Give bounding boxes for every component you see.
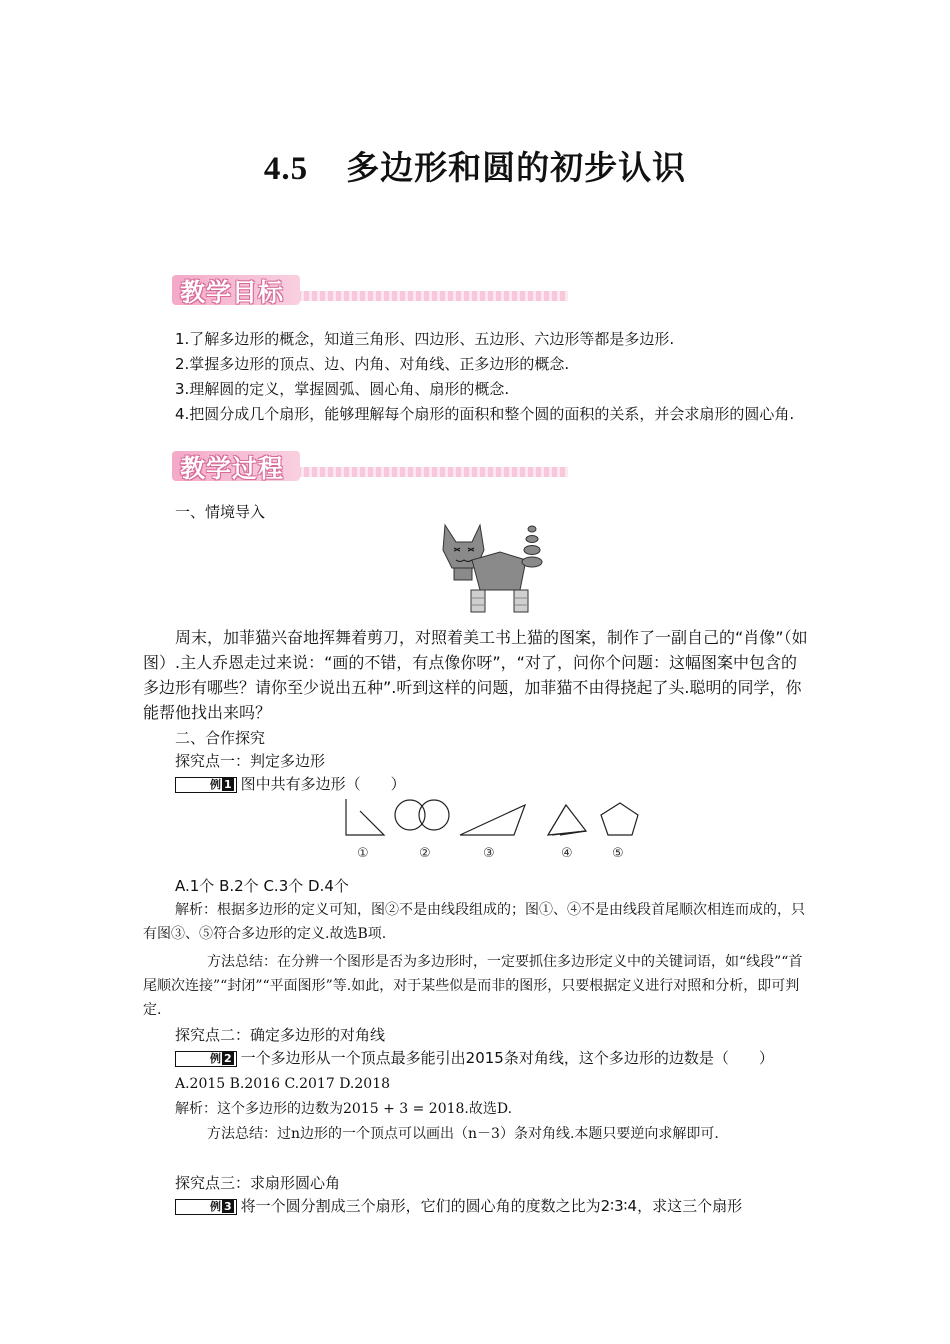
- example1-options: A.1个 B.2个 C.3个 D.4个: [175, 877, 349, 895]
- shape-label-5: ⑤: [612, 846, 624, 861]
- example3-question: [143, 1194, 811, 1218]
- example2-badge: 例 2: [175, 1051, 237, 1067]
- example1-question: [143, 772, 811, 796]
- point2-heading: 探究点二：确定多边形的对角线: [175, 1026, 386, 1044]
- example3-badge: 例 3: [175, 1199, 237, 1215]
- tail-3: [526, 536, 538, 543]
- goal-2: 2.掌握多边形的顶点、边、内角、对角线、正多边形的概念.: [175, 355, 570, 373]
- point3-heading: 探究点三：求扇形圆心角: [175, 1174, 341, 1192]
- cat-figure: [440, 520, 550, 614]
- tail-4: [528, 526, 536, 532]
- story-paragraph: 周末，加菲猫兴奋地挥舞着剪刀，对照着美工书上猫的图案，制作了一副自己的“肖像”（如图）.主人乔恩走过来说：“画的不错，有点像你呀”，“对了，问你个问题：这幅图案中包含的多边形有哪些？请你至少说出五种”.听到这样的问题，加菲猫不由得挠起了头.聪明的同学，你能帮他找出来吗？: [143, 628, 808, 722]
- goals-banner: [172, 273, 572, 307]
- cat-leg-left: [471, 590, 485, 612]
- part2-heading: 二、合作探究: [175, 729, 266, 747]
- tail-2: [524, 546, 540, 555]
- example3-text: 将一个圆分割成三个扇形，它们的圆心角的度数之比为2∶3∶4，求这三个扇形: [240, 1197, 743, 1215]
- shape-1: [346, 799, 384, 835]
- process-banner: [172, 449, 572, 483]
- shape-label-3: ③: [483, 846, 495, 861]
- tail-1: [522, 557, 542, 567]
- process-banner-label: 教学过程: [180, 454, 285, 483]
- shape-4: [548, 805, 586, 835]
- example2-text: 一个多边形从一个顶点最多能引出2015条对角线，这个多边形的边数是（ ）: [240, 1049, 774, 1067]
- example1-summary: 方法总结：在分辨一个图形是否为多边形时，一定要抓住多边形定义中的关键词语，如“线段”“首尾顺次连接”“封闭”“平面图形”等.如此，对于某些似是而非的图形，只要根据定义进行对照和分析，即可判定.: [143, 954, 803, 1018]
- shape-2b: [419, 800, 449, 830]
- part1-heading: 一、情境导入: [175, 503, 266, 521]
- shape-label-1: ①: [357, 846, 369, 861]
- shape-label-2: ②: [419, 846, 431, 861]
- page-title: [0, 142, 950, 189]
- goal-1: 1.了解多边形的概念，知道三角形、四边形、五边形、六边形等都是多边形.: [175, 330, 675, 348]
- example2-summary: 方法总结：过n边形的一个顶点可以画出（n－3）条对角线.本题只要逆向求解即可.: [207, 1126, 719, 1142]
- example2-options: A.2015 B.2016 C.2017 D.2018: [175, 1076, 391, 1092]
- example1-text: 图中共有多边形（ ）: [240, 775, 406, 793]
- shape-5: [601, 803, 638, 835]
- example2-analysis: 解析：这个多边形的边数为2015 + 3 = 2018.故选D.: [175, 1101, 513, 1117]
- goals-banner-label: 教学目标: [180, 278, 285, 307]
- shape-3: [460, 805, 525, 835]
- shape-2a: [395, 800, 425, 830]
- point1-heading: 探究点一：判定多边形: [175, 752, 326, 770]
- title-text: 多边形和圆的初步认识: [346, 148, 687, 187]
- cat-body: [472, 552, 526, 590]
- section-number: 4.5: [263, 151, 309, 187]
- example2-question: [143, 1046, 811, 1070]
- shape-label-4: ④: [561, 846, 573, 861]
- example1-analysis: 解析：根据多边形的定义可知，图②不是由线段组成的；图①、④不是由线段首尾顺次相连而成的，只有图③、⑤符合多边形的定义.故选B项.: [143, 902, 805, 942]
- shapes-figure: [340, 795, 640, 843]
- goal-4: 4.把圆分成几个扇形，能够理解每个扇形的面积和整个圆的面积的关系，并会求扇形的圆心角.: [175, 405, 795, 423]
- goal-3: 3.理解圆的定义，掌握圆弧、圆心角、扇形的概念.: [175, 380, 510, 398]
- example1-badge: 例 1: [175, 777, 237, 793]
- cat-leg-right: [514, 590, 528, 612]
- cat-neck: [454, 568, 472, 580]
